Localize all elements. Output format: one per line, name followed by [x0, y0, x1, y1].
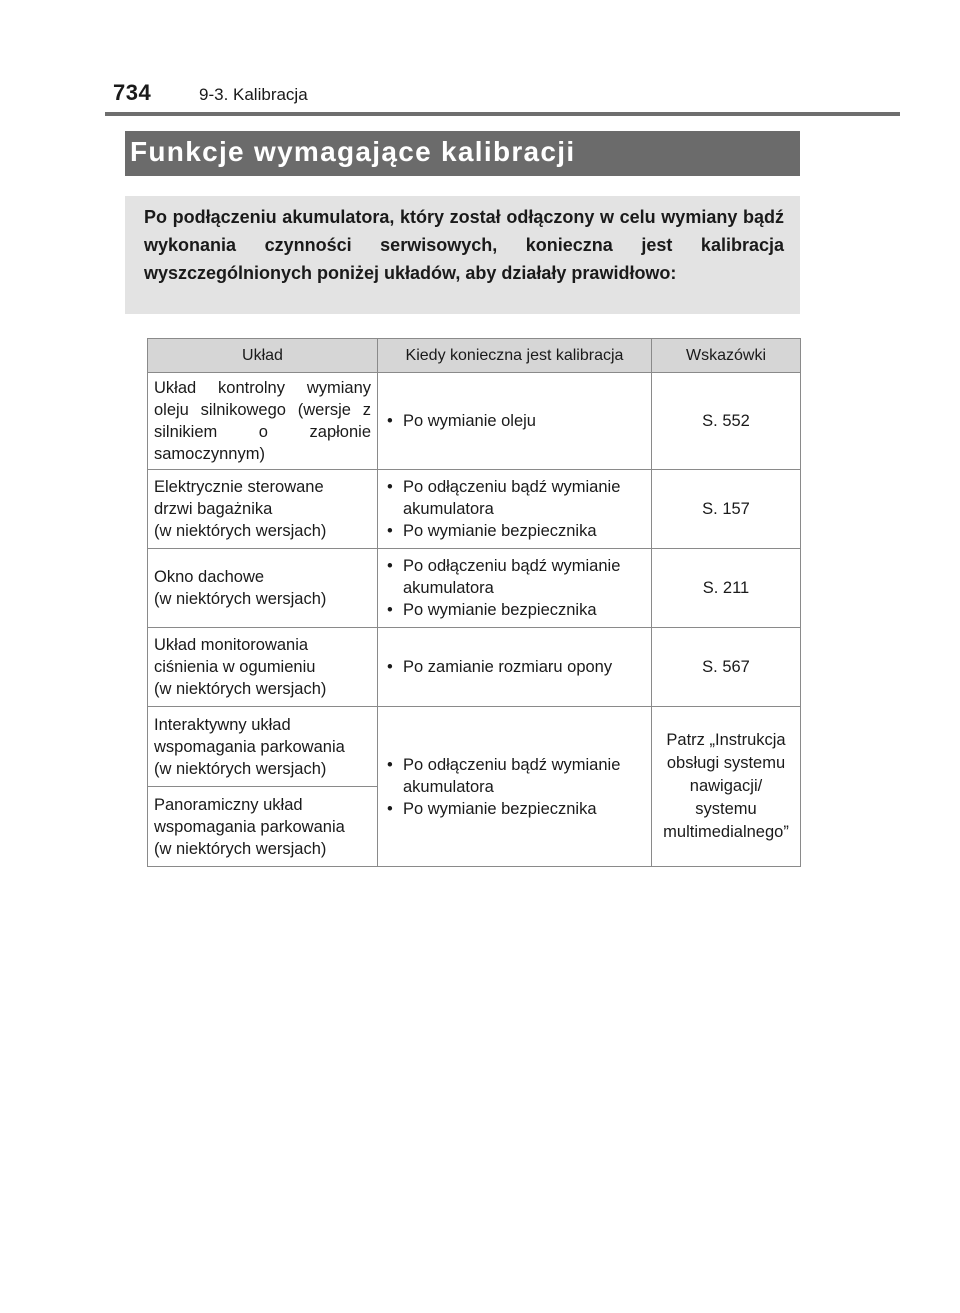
list-item: • Po wymianie oleju: [384, 410, 645, 432]
cell-line: (w niektórych wersjach): [154, 590, 327, 608]
section-title: Funkcje wymagające kalibracji: [130, 136, 576, 167]
system-cell: [148, 628, 378, 707]
system-cell: [148, 549, 378, 628]
cell-line: wspomagania parkowania: [154, 737, 345, 756]
cell-line: Układ monitorowania: [154, 636, 309, 654]
cell-line: Interaktywny układ: [154, 715, 291, 734]
cell-line: (w niektórych wersjach): [154, 839, 327, 858]
list-item: • Po wymianie bezpiecznika: [384, 599, 645, 621]
cell-line: Okno dachowe: [154, 568, 265, 586]
cell-line: systemu: [695, 800, 757, 818]
hint-cell: [652, 707, 801, 867]
table-row: [148, 707, 801, 787]
calibration-table: [147, 338, 801, 867]
cell-line: obsługi systemu: [666, 754, 786, 772]
list-item: • Po odłączeniu bądź wymianie akumulatora: [384, 476, 645, 520]
when-cell: [378, 373, 652, 470]
list-item: • Po wymianie bezpiecznika: [384, 798, 645, 820]
system-cell: [148, 470, 378, 549]
hint-cell: S. 567: [652, 628, 801, 707]
list-item: • Po zamianie rozmiaru opony: [384, 656, 645, 678]
system-cell: [148, 787, 378, 867]
system-cell: Układ kontrolny wymiany oleju silnikowego (wersje z silnikiem o zapłonie samoczynnym): [148, 373, 378, 470]
cell-line: (w niektórych wersjach): [154, 759, 327, 778]
list-item: • Po odłączeniu bądź wymianie akumulatora: [384, 555, 645, 599]
table-row: [148, 628, 801, 707]
column-header-hints: Wskazówki: [652, 339, 801, 373]
hint-cell: S. 211: [652, 549, 801, 628]
cell-line: (w niektórych wersjach): [154, 522, 327, 540]
page-header: [0, 0, 960, 116]
cell-line: ciśnienia w ogumieniu: [154, 658, 316, 676]
list-item: • Po wymianie bezpiecznika: [384, 520, 645, 542]
list-item: • Po odłączeniu bądź wymianie akumulatora: [384, 754, 645, 798]
page-number: 734: [113, 80, 152, 105]
hint-cell: S. 157: [652, 470, 801, 549]
section-reference: 9-3. Kalibracja: [199, 85, 308, 104]
intro-text: Po podłączeniu akumulatora, który został odłączony w celu wymiany bądź wykonania czynności serwisowych, konieczna jest kalibracja wyszczególnionych poniżej układów, aby działały prawidłowo:: [144, 207, 784, 283]
cell-line: Panoramiczny układ: [154, 795, 303, 814]
column-header-system: Układ: [148, 339, 378, 373]
when-cell: [378, 707, 652, 867]
table-row: [148, 470, 801, 549]
when-cell: [378, 470, 652, 549]
table-row: [148, 549, 801, 628]
cell-line: nawigacji/: [689, 777, 763, 795]
cell-line: wspomagania parkowania: [154, 817, 345, 836]
cell-line: Elektrycznie sterowane: [154, 478, 324, 496]
when-cell: [378, 628, 652, 707]
table-row: [148, 373, 801, 470]
cell-line: multimedialnego”: [663, 823, 789, 841]
cell-line: drzwi bagażnika: [154, 500, 273, 518]
table-header-row: [148, 339, 801, 373]
column-header-when: Kiedy konieczna jest kalibracja: [378, 339, 652, 373]
hint-cell: S. 552: [652, 373, 801, 470]
cell-line: Patrz „Instrukcja: [666, 731, 786, 749]
cell-line: (w niektórych wersjach): [154, 680, 327, 698]
when-cell: [378, 549, 652, 628]
system-cell: [148, 707, 378, 787]
header-divider: [105, 112, 900, 116]
